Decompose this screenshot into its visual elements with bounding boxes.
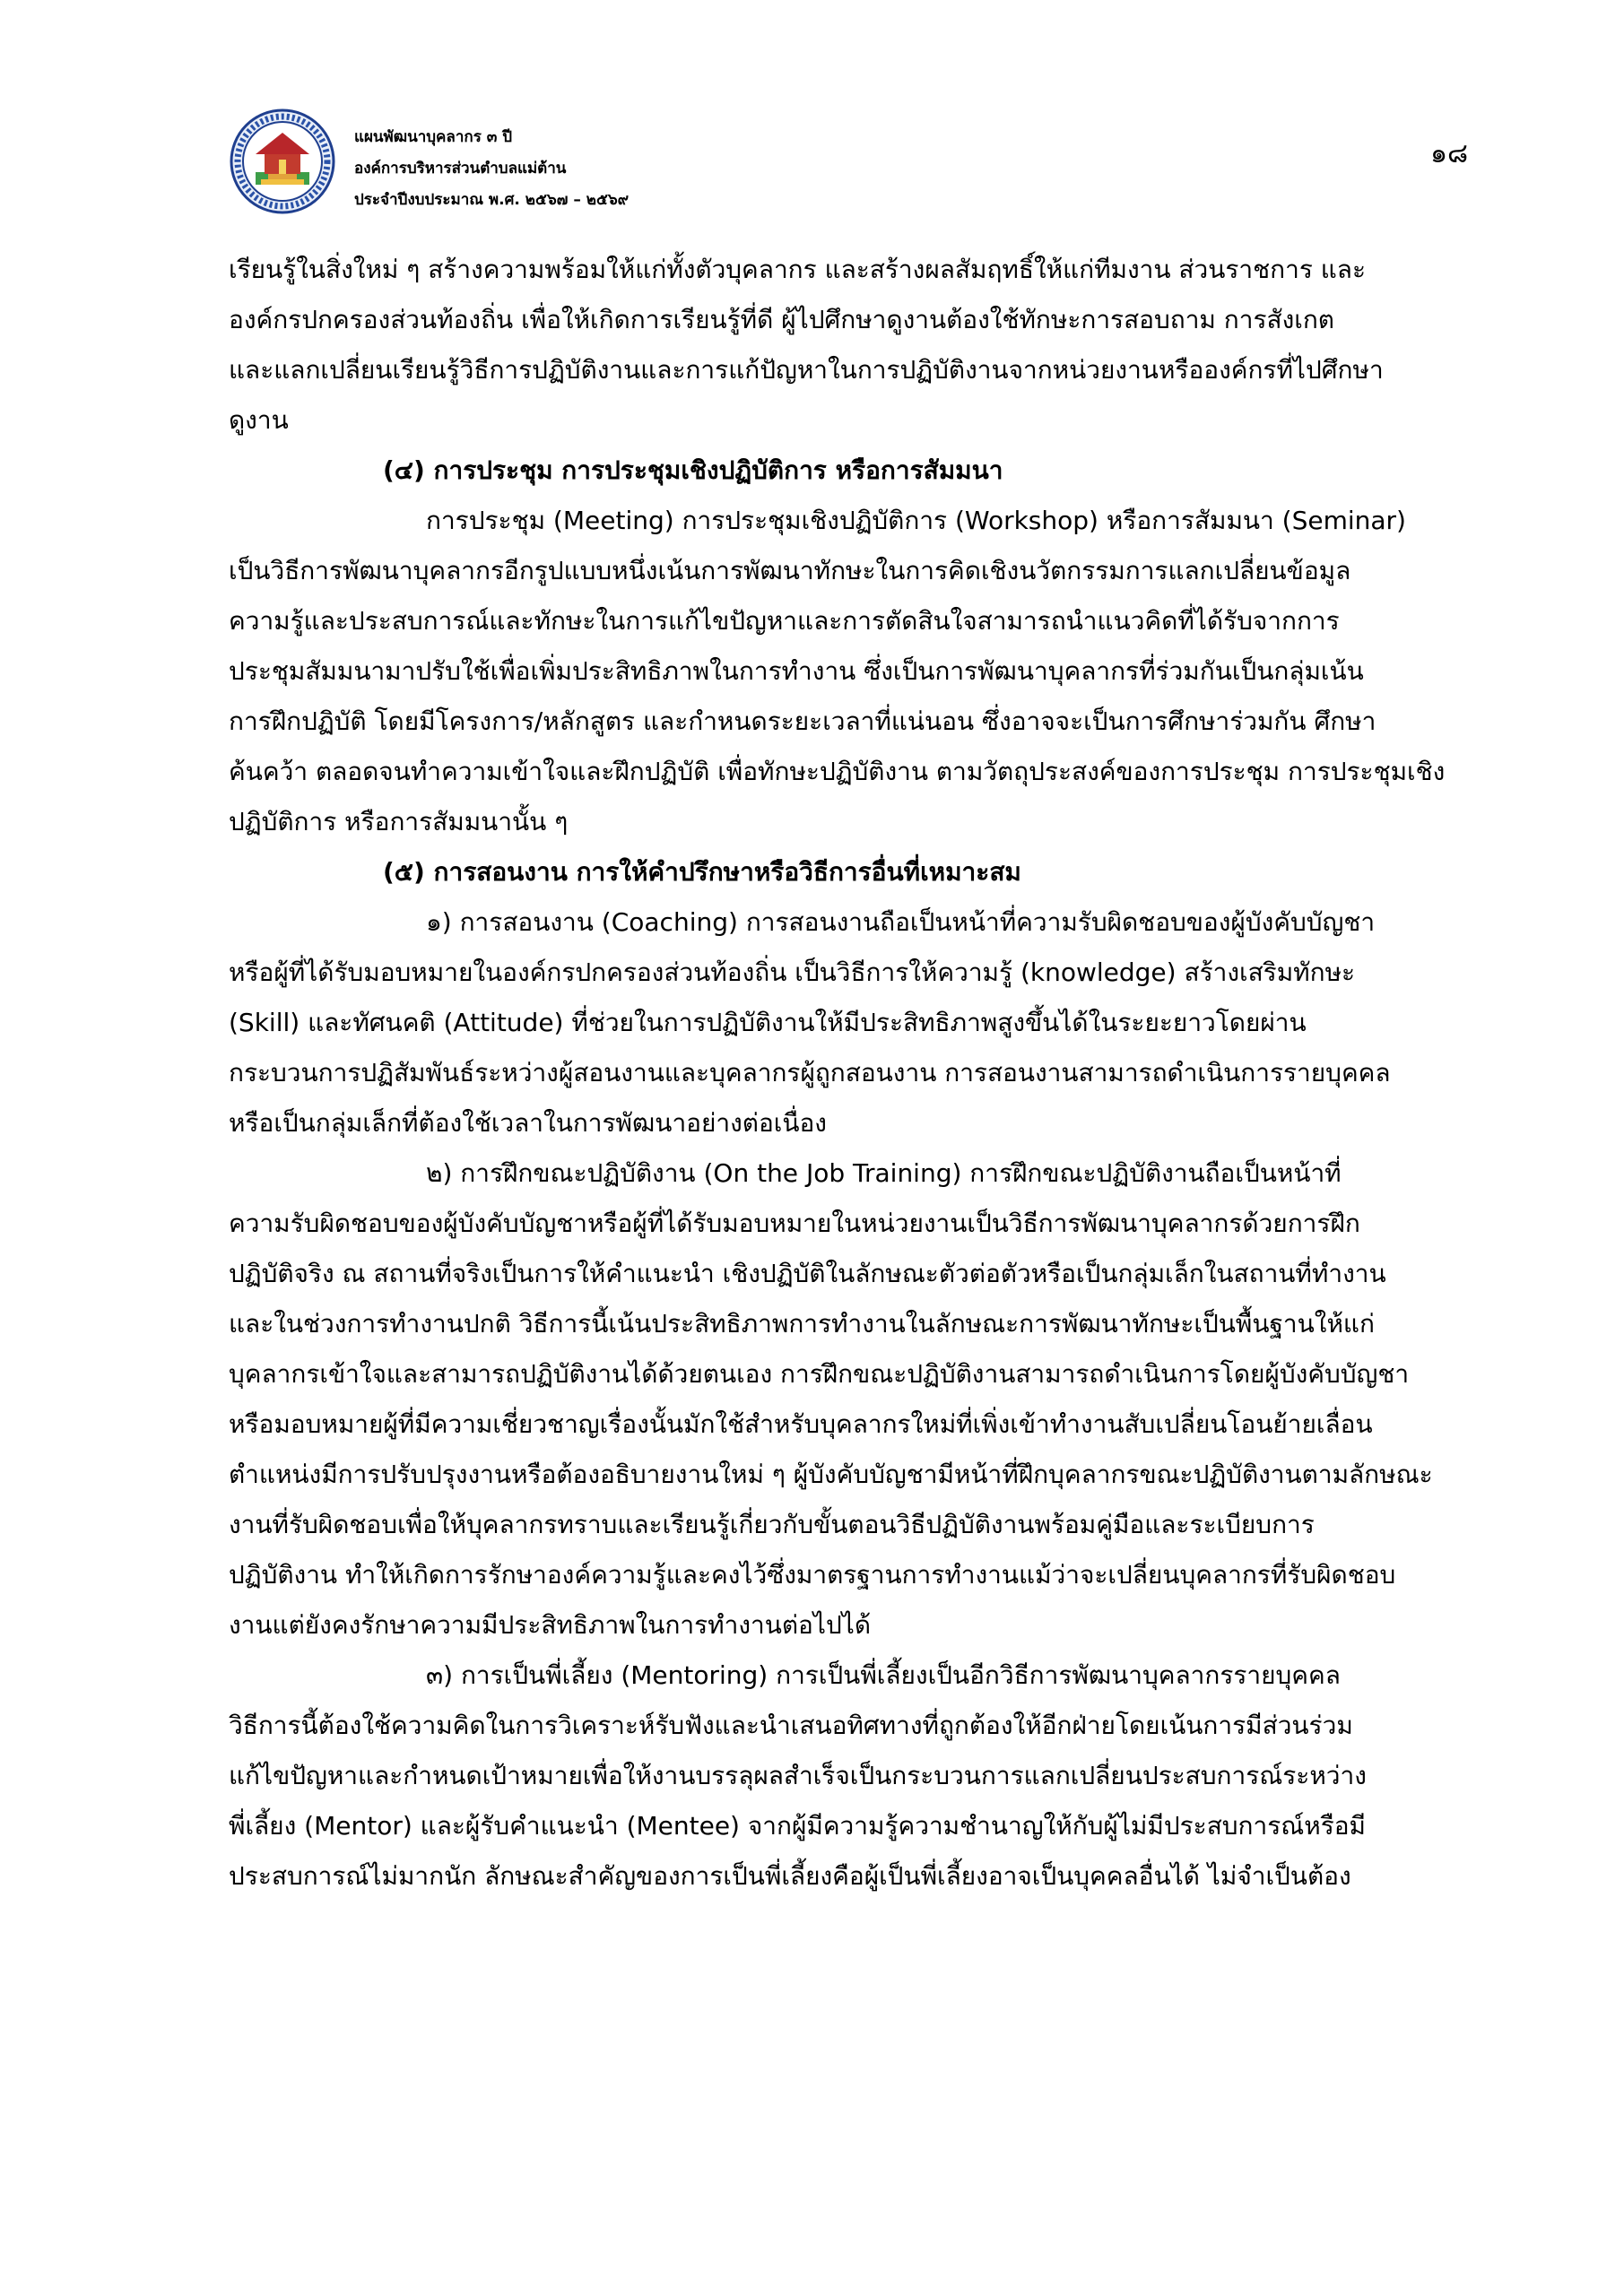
section-heading: (๕) การสอนงาน การให้คำปรึกษาหรือวิธีการอื่นที่เหมาะสม [383,857,1021,887]
paragraph-line: ตำแหน่งมีการปรับปรุงงานหรือต้องอธิบายงานใหม่ ๆ ผู้บังคับบัญชามีหน้าที่ฝึกบุคลากรขณะปฏิบัติงานตามลักษณะ [229,1460,1433,1489]
paragraph-line: วิธีการนี้ต้องใช้ความคิดในการวิเคราะห์รับฟังและนำเสนอทิศทางที่ถูกต้องให้อีกฝ่ายโดยเน้นการมีส่วนร่วม [229,1711,1353,1740]
paragraph-line: หรือมอบหมายผู้ที่มีความเชี่ยวชาญเรื่องนั้นมักใช้สำหรับบุคลากรใหม่ที่เพิ่งเข้าทำงานสับเปลี่ยนโอนย้ายเลื่อน [229,1409,1373,1439]
paragraph-line: เรียนรู้ในสิ่งใหม่ ๆ สร้างความพร้อมให้แก่ทั้งตัวบุคลากร และสร้างผลสัมฤทธิ์ให้แก่ทีมงาน ส่วนราชการ และ [229,255,1366,284]
paragraph-line: งานแต่ยังคงรักษาความมีประสิทธิภาพในการทำงานต่อไปได้ [229,1610,871,1640]
paragraph-line: ๑) การสอนงาน (Coaching) การสอนงานถือเป็นหน้าที่ความรับผิดชอบของผู้บังคับบัญชา [426,907,1376,937]
header-plan-title: แผนพัฒนาบุคลากร ๓ ปี [354,128,513,146]
paragraph-line: ปฏิบัติจริง ณ สถานที่จริงเป็นการให้คำแนะนำ เชิงปฏิบัติในลักษณะตัวต่อตัวหรือเป็นกลุ่มเล็กในสถานที่ทำงาน [229,1259,1386,1288]
paragraph-line: งานที่รับผิดชอบเพื่อให้บุคลากรทราบและเรียนรู้เกี่ยวกับขั้นตอนวิธีปฏิบัติงานพร้อมคู่มือและระเบียบการ [229,1510,1315,1539]
document-body [229,245,1475,1902]
paragraph-line: หรือผู้ที่ได้รับมอบหมายในองค์กรปกครองส่วนท้องถิ่น เป็นวิธีการให้ความรู้ (knowledge) สร้างเสริมทักษะ [229,957,1356,987]
paragraph-line: การฝึกปฏิบัติ โดยมีโครงการ/หลักสูตร และกำหนดระยะเวลาที่แน่นอน ซึ่งอาจจะเป็นการศึกษาร่วมกัน ศึกษา [229,706,1376,736]
paragraph-line: (Skill) และทัศนคติ (Attitude) ที่ช่วยในการปฏิบัติงานให้มีประสิทธิภาพสูงขึ้นได้ในระยะยาวโดยผ่าน [229,1008,1307,1037]
paragraph-line: พี่เลี้ยง (Mentor) และผู้รับคำแนะนำ (Mentee) จากผู้มีความรู้ความชำนาญให้กับผู้ไม่มีประสบการณ์หรือมี [229,1811,1367,1841]
paragraph-line: เป็นวิธีการพัฒนาบุคลากรอีกรูปแบบหนึ่งเน้นการพัฒนาทักษะในการคิดเชิงนวัตกรรมการแลกเปลี่ยนข้อมูล [229,556,1351,585]
paragraph-line: ดูงาน [229,405,289,435]
paragraph-line: ปฏิบัติการ หรือการสัมมนานั้น ๆ [229,807,569,836]
paragraph-line: และแลกเปลี่ยนเรียนรู้วิธีการปฏิบัติงานและการแก้ปัญหาในการปฏิบัติงานจากหน่วยงานหรือองค์กรที่ไปศึกษา [229,355,1384,385]
paragraph-line: กระบวนการปฏิสัมพันธ์ระหว่างผู้สอนงานและบุคลากรผู้ถูกสอนงาน การสอนงานสามารถดำเนินการรายบุคคล [229,1058,1391,1087]
section-heading: (๔) การประชุม การประชุมเชิงปฏิบัติการ หรือการสัมมนา [383,455,1003,485]
paragraph-line: ความรู้และประสบการณ์และทักษะในการแก้ไขปัญหาและการตัดสินใจสามารถนำแนวคิดที่ได้รับจากการ [229,606,1340,636]
paragraph-line: ๓) การเป็นพี่เลี้ยง (Mentoring) การเป็นพี่เลี้ยงเป็นอีกวิธีการพัฒนาบุคลากรรายบุคคล [426,1660,1341,1690]
paragraph-line: หรือเป็นกลุ่มเล็กที่ต้องใช้เวลาในการพัฒนาอย่างต่อเนื่อง [229,1108,827,1138]
header-fiscal-year: ประจำปีงบประมาณ พ.ศ. ๒๕๖๗ – ๒๕๖๙ [354,191,630,209]
paragraph-line: ประชุมสัมมนามาปรับใช้เพื่อเพิ่มประสิทธิภาพในการทำงาน ซึ่งเป็นการพัฒนาบุคลากรที่ร่วมกันเป็นกลุ่มเน้น [229,656,1364,686]
paragraph-line: การประชุม (Meeting) การประชุมเชิงปฏิบัติการ (Workshop) หรือการสัมมนา (Seminar) [426,506,1406,535]
paragraph-line: บุคลากรเข้าใจและสามารถปฏิบัติงานได้ด้วยตนเอง การฝึกขณะปฏิบัติงานสามารถดำเนินการโดยผู้บังคับบัญชา [229,1359,1410,1389]
paragraph-line: องค์กรปกครองส่วนท้องถิ่น เพื่อให้เกิดการเรียนรู้ที่ดี ผู้ไปศึกษาดูงานต้องใช้ทักษะการสอบถาม การสังเกต [229,305,1334,334]
paragraph-line: ๒) การฝึกขณะปฏิบัติงาน (On the Job Training) การฝึกขณะปฏิบัติงานถือเป็นหน้าที่ [426,1158,1342,1188]
page-header [229,108,1484,215]
header-text [354,122,629,216]
paragraph-line: ความรับผิดชอบของผู้บังคับบัญชาหรือผู้ที่ได้รับมอบหมายในหน่วยงานเป็นวิธีการพัฒนาบุคลากรด้วยการฝึก [229,1209,1360,1238]
header-organization: องค์การบริหารส่วนตำบลแม่ต้าน [354,160,567,178]
page-number: ๑๘ [1430,138,1469,169]
paragraph-line: ประสบการณ์ไม่มากนัก ลักษณะสำคัญของการเป็นพี่เลี้ยงคือผู้เป็นพี่เลี้ยงอาจเป็นบุคคลอื่นได้ ไม่จำเป็นต้อง [229,1861,1351,1891]
organization-seal-icon [229,108,336,215]
paragraph-line: ค้นคว้า ตลอดจนทำความเข้าใจและฝึกปฏิบัติ เพื่อทักษะปฏิบัติงาน ตามวัตถุประสงค์ของการประชุม การประชุมเชิง [229,757,1446,786]
paragraph-line: และในช่วงการทำงานปกติ วิธีการนี้เน้นประสิทธิภาพการทำงานในลักษณะการพัฒนาทักษะเป็นพื้นฐานให้แก่ [229,1309,1375,1339]
paragraph-line: แก้ไขปัญหาและกำหนดเป้าหมายเพื่อให้งานบรรลุผลสำเร็จเป็นกระบวนการแลกเปลี่ยนประสบการณ์ระหว่าง [229,1761,1367,1790]
paragraph-line: ปฏิบัติงาน ทำให้เกิดการรักษาองค์ความรู้และคงไว้ซึ่งมาตรฐานการทำงานแม้ว่าจะเปลี่ยนบุคลากรที่รับผิดชอบ [229,1560,1396,1590]
